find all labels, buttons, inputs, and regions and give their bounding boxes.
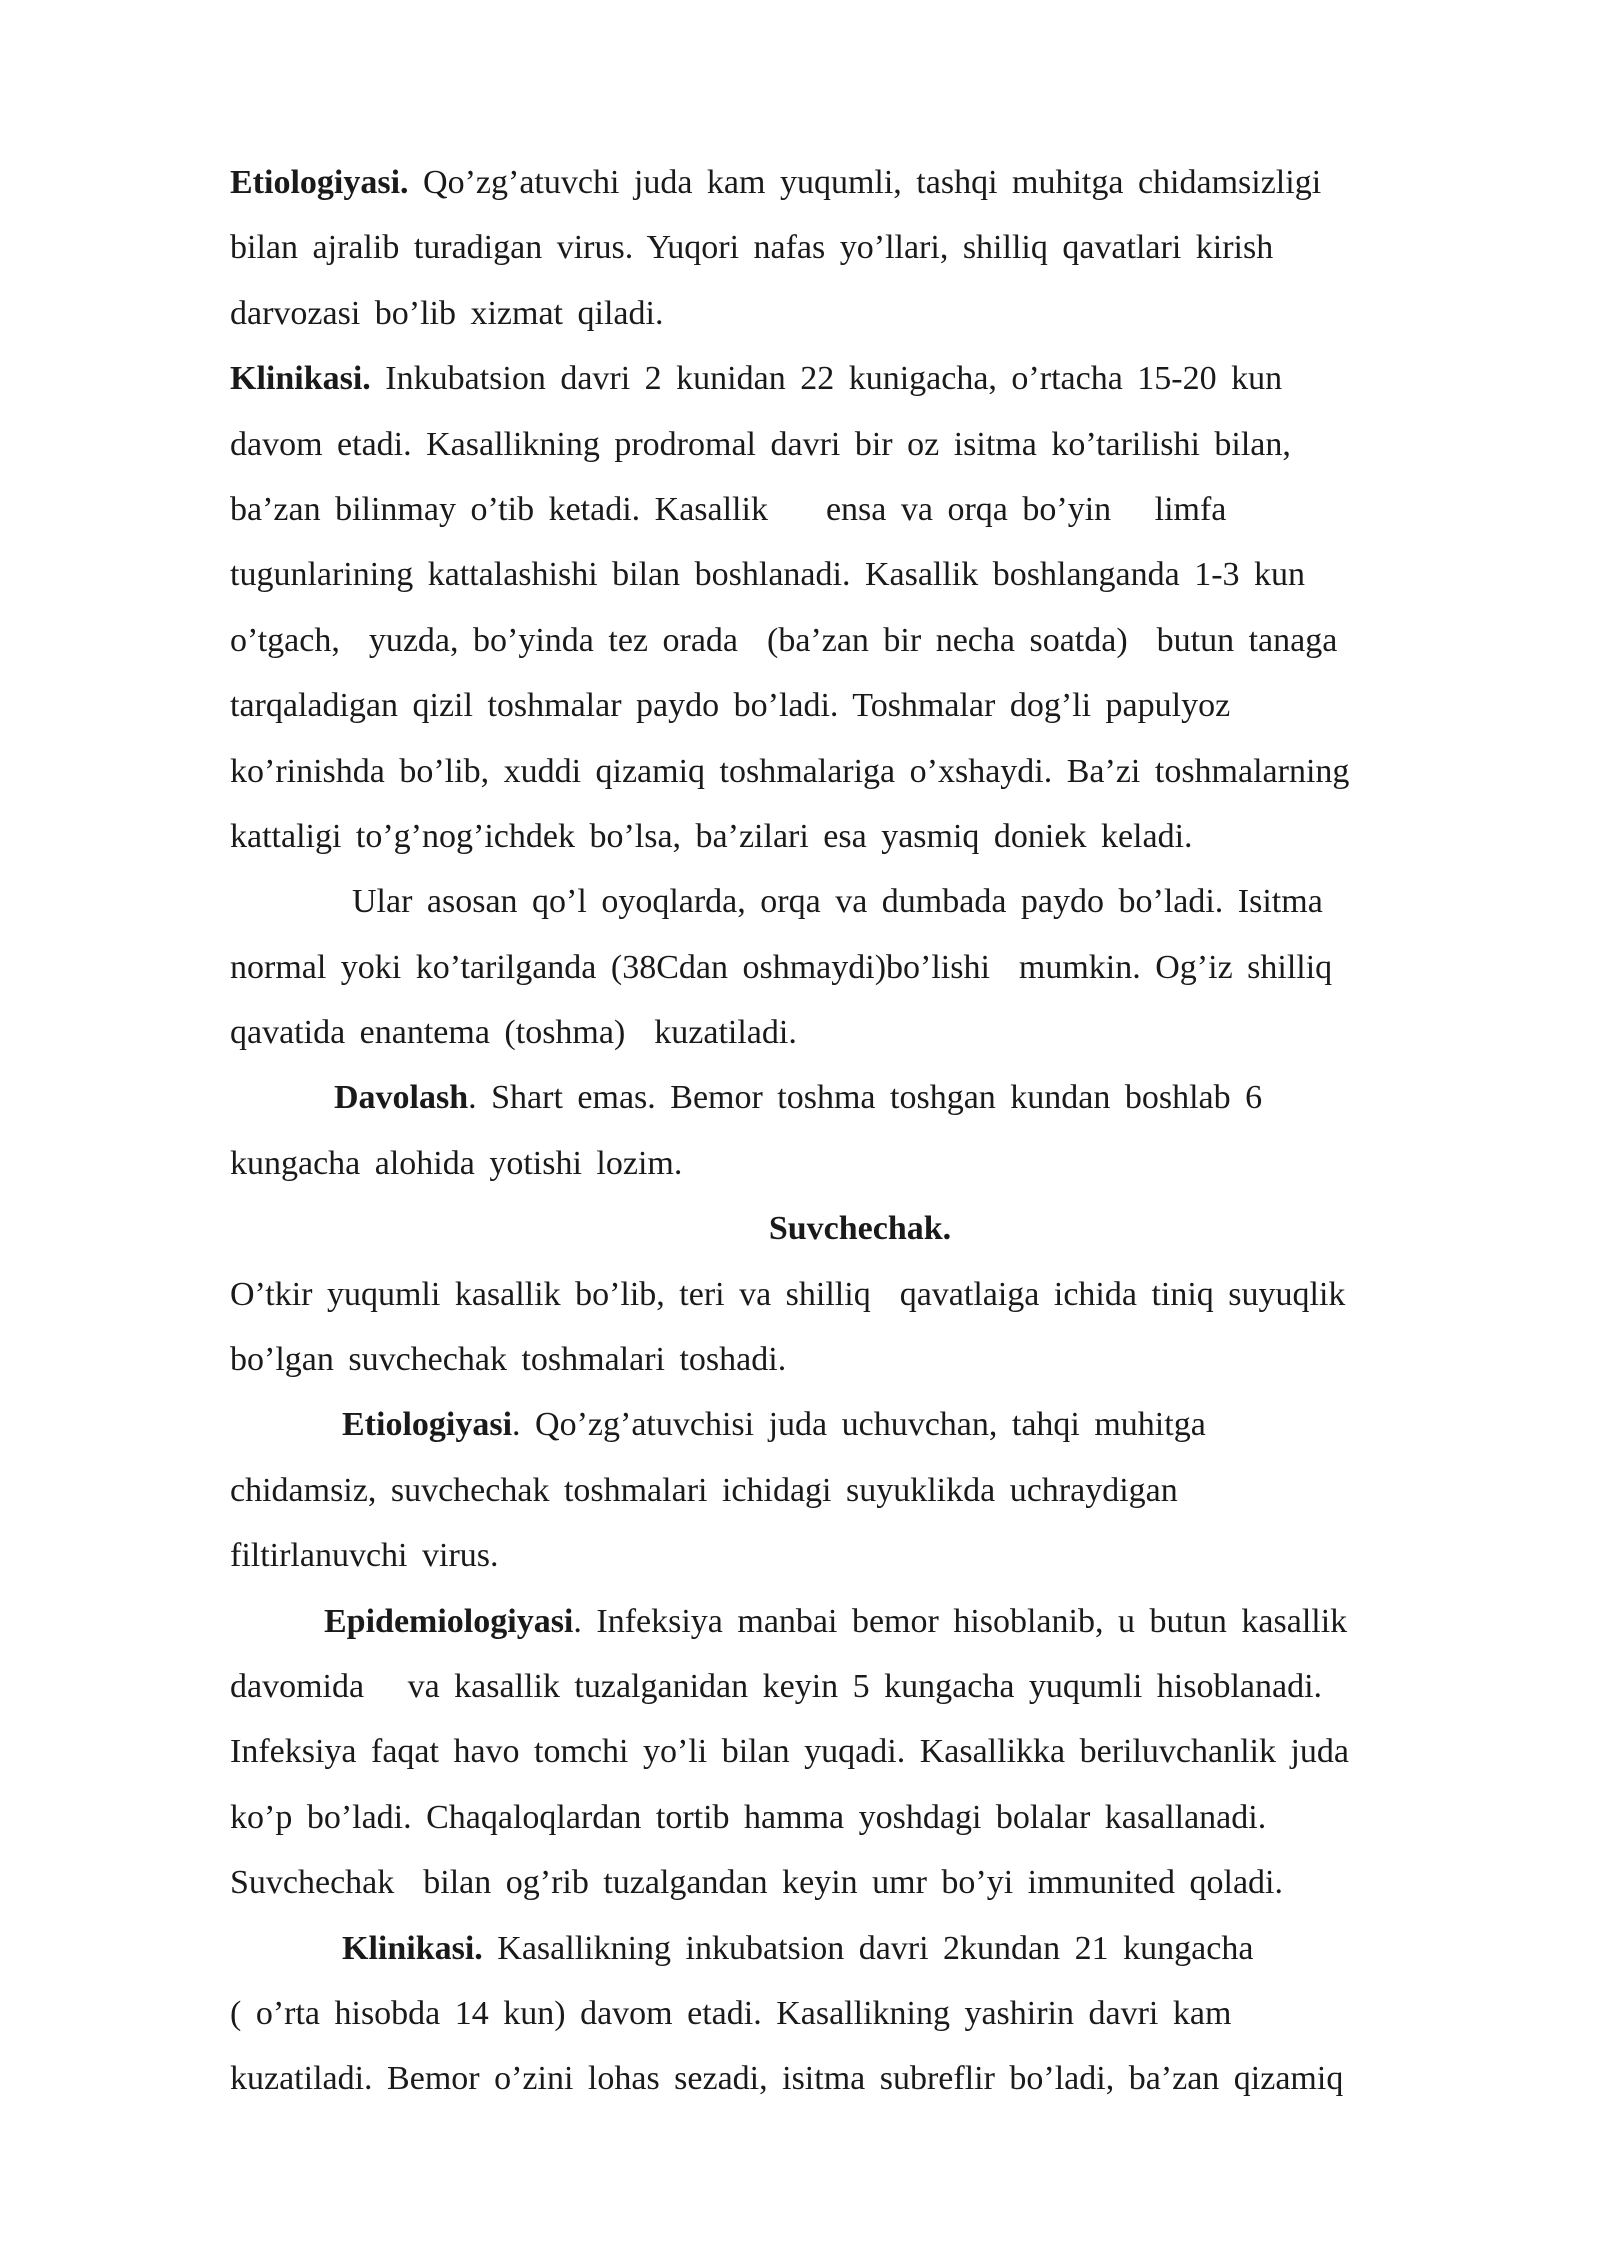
text-run: . Infeksiya manbai bemor hisoblanib, u butun kasallik <box>573 1602 1348 1640</box>
paragraph-heading: Epidemiologiyasi <box>324 1602 574 1640</box>
paragraph-heading: Etiologiyasi <box>342 1406 513 1444</box>
paragraph-heading: Davolash <box>334 1079 469 1117</box>
text-line: ( o’rta hisobda 14 kun) davom etadi. Kasallikning yashirin davri kam <box>230 1994 1232 2032</box>
section-title: Suvchechak. <box>768 1210 952 1248</box>
text-run: Qo’zg’atuvchi juda kam yuqumli, tashqi muhitga chidamsizligi <box>408 164 1322 201</box>
text-line <box>230 1589 1490 1654</box>
text-line <box>230 1916 1490 1981</box>
text-line <box>230 1392 1490 1457</box>
text-line: normal yoki ko’tarilganda (38Cdan oshmaydi)bo’lishi mumkin. Og’iz shilliq <box>230 948 1333 986</box>
text-line: tugunlarining kattalashishi bilan boshlanadi. Kasallik boshlanganda 1-3 kun <box>230 556 1306 594</box>
text-line: ko’rinishda bo’lib, xuddi qizamiq toshmalariga o’xshaydi. Ba’zi toshmalarning <box>230 752 1350 790</box>
text-line: o’tgach, yuzda, bo’yinda tez orada (ba’zan bir necha soatda) butun tanaga <box>230 621 1338 659</box>
text-line: Ular asosan qo’l oyoqlarda, orqa va dumbada paydo bo’ladi. Isitma <box>352 883 1323 921</box>
text-line: tarqaladigan qizil toshmalar paydo bo’ladi. Toshmalar dog’li papulyoz <box>230 687 1231 725</box>
text-run: Kasallikning inkubatsion davri 2kundan 21 kungacha <box>482 1929 1254 1967</box>
text-line: davomida va kasallik tuzalganidan keyin 5 kungacha yuqumli hisoblanadi. <box>230 1667 1323 1705</box>
text-line: bilan ajralib turadigan virus. Yuqori nafas yo’llari, shilliq qavatlari kirish <box>230 229 1274 267</box>
text-line: darvozasi bo’lib xizmat qiladi. <box>230 294 664 332</box>
text-line: kattaligi to’g’nog’ichdek bo’lsa, ba’zilari esa yasmiq doniek keladi. <box>230 817 1193 855</box>
text-line: kuzatiladi. Bemor o’zini lohas sezadi, isitma subreflir bo’ladi, ba’zan qizamiq <box>230 2060 1344 2098</box>
text-run: . Qo’zg’atuvchisi juda uchuvchan, tahqi muhitga <box>512 1406 1206 1444</box>
text-line: Infeksiya faqat havo tomchi yo’li bilan yuqadi. Kasallikka beriluvchanlik juda <box>230 1733 1350 1771</box>
paragraph-heading: Etiologiyasi. <box>230 164 409 201</box>
text-line: chidamsiz, suvchechak toshmalari ichidagi suyuklikda uchraydigan <box>230 1471 1178 1509</box>
text-run: . Shart emas. Bemor toshma toshgan kundan boshlab 6 <box>468 1079 1263 1117</box>
text-line: bo’lgan suvchechak toshmalari toshadi. <box>230 1341 787 1379</box>
text-line <box>230 150 1490 215</box>
text-line: kungacha alohida yotishi lozim. <box>230 1144 683 1182</box>
text-line <box>230 346 1490 411</box>
text-line: ba’zan bilinmay o’tib ketadi. Kasallik ensa va orqa bo’yin limfa <box>230 490 1227 528</box>
text-line: filtirlanuvchi virus. <box>230 1537 499 1575</box>
text-line: Suvchechak bilan og’rib tuzalgandan keyin umr bo’yi immunited qoladi. <box>230 1864 1283 1902</box>
text-line <box>230 1065 1490 1130</box>
text-run: Inkubatsion davri 2 kunidan 22 kunigacha, o’rtacha 15-20 kun <box>370 360 1283 398</box>
paragraph-heading: Klinikasi. <box>230 360 371 398</box>
paragraph-heading: Klinikasi. <box>342 1929 483 1967</box>
document-body <box>230 150 1490 2112</box>
text-line: O’tkir yuqumli kasallik bo’lib, teri va shilliq qavatlaiga ichida tiniq suyuqlik <box>230 1275 1346 1313</box>
text-line: qavatida enantema (toshma) kuzatiladi. <box>230 1014 797 1052</box>
text-line: ko’p bo’ladi. Chaqaloqlardan tortib hamma yoshdagi bolalar kasallanadi. <box>230 1798 1267 1836</box>
text-line: davom etadi. Kasallikning prodromal davri bir oz isitma ko’tarilishi bilan, <box>230 425 1291 463</box>
